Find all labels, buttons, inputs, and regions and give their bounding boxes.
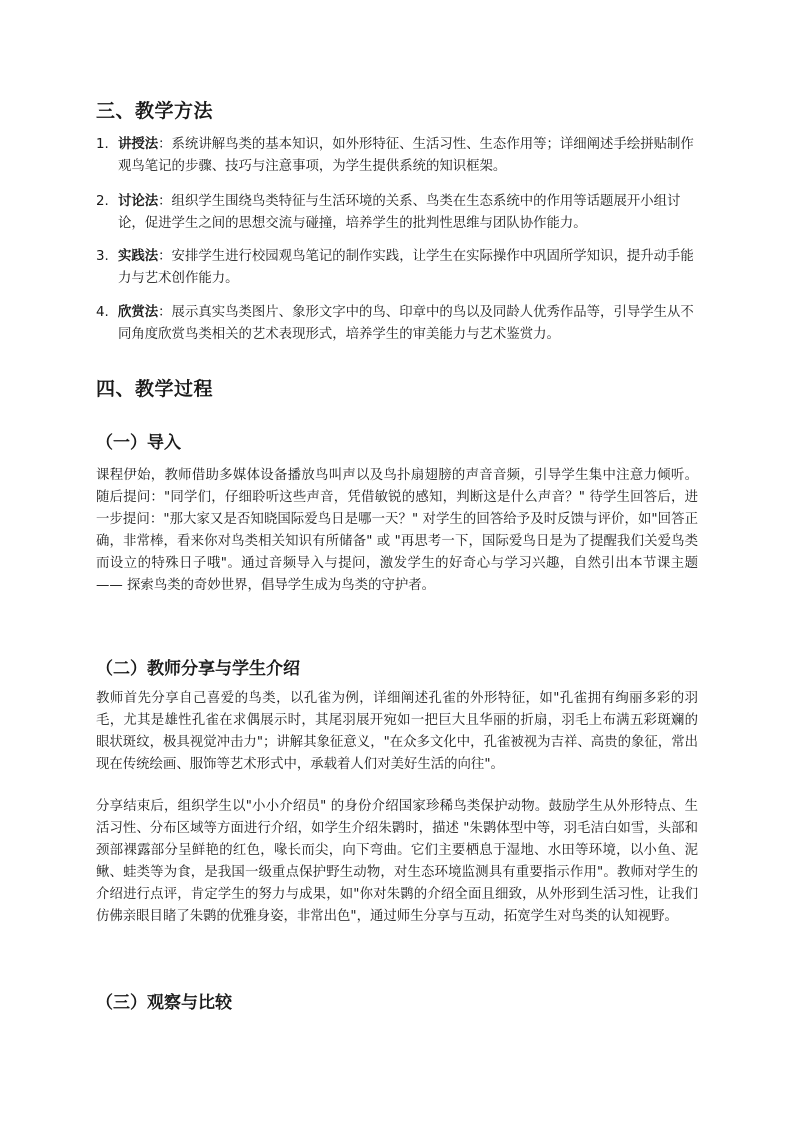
subsection-heading-observation: （三）观察与比较: [96, 993, 232, 1013]
paragraph-teacher-sharing: 教师首先分享自己喜爱的鸟类，以孔雀为例，详细阐述孔雀的外形特征，如"孔雀拥有绚丽多彩的羽毛，尤其是雄性孔雀在求偶展示时，其尾羽展开宛如一把巨大且华丽的折扇，羽毛上布满五彩斑斓的眼状斑纹，极具视觉冲击力"；讲解其象征意义，"在众多文化中，孔雀被视为吉祥、高贵的象征，常出现在传统绘画、服饰等艺术形式中，承载着人们对美好生活的向往"。: [96, 691, 698, 772]
list-item-appreciation: [96, 302, 698, 346]
list-text: ：展示真实鸟类图片、象形文字中的鸟、印章中的鸟以及同龄人优秀作品等，引导学生从不同角度欣赏鸟类相关的艺术表现形式，培养学生的审美能力与艺术鉴赏力。: [118, 305, 694, 342]
list-number: 2.: [96, 194, 109, 209]
paragraph-introduction: 课程伊始，教师借助多媒体设备播放鸟叫声以及鸟扑扇翅膀的声音音频，引导学生集中注意力倾听。随后提问："同学们，仔细聆听这些声音，凭借敏锐的感知，判断这是什么声音？" 待学生回答后，进一步提问："那大家又是否知晓国际爱鸟日是哪一天？" 对学生的回答给予及时反馈与评价，如"回答正确，非常棒，看来你对鸟类相关知识有所储备" 或 "再思考一下，国际爱鸟日是为了提醒我们关爱鸟类而设立的特殊日子哦"。通过音频导入与提问，激发学生的好奇心与学习兴趣，自然引出本节课主题 —— 探索鸟类的奇妙世界，倡导学生成为鸟类的守护者。: [96, 468, 698, 593]
list-number: 3.: [96, 249, 109, 264]
list-text: ：安排学生进行校园观鸟笔记的制作实践，让学生在实际操作中巩固所学知识，提升动手能力与艺术创作能力。: [118, 249, 694, 286]
subsection-heading-introduction: （一）导入: [96, 433, 181, 453]
list-term: 欣赏法: [118, 305, 159, 320]
list-term: 实践法: [118, 249, 159, 264]
list-text: ：系统讲解鸟类的基本知识，如外形特征、生活习性、生态作用等；详细阐述手绘拼贴制作观鸟笔记的步骤、技巧与注意事项，为学生提供系统的知识框架。: [118, 137, 694, 174]
subsection-heading-sharing: （二）教师分享与学生介绍: [96, 659, 300, 679]
list-item-practice: [96, 246, 698, 290]
list-text: ：组织学生围绕鸟类特征与生活环境的关系、鸟类在生态系统中的作用等话题展开小组讨论，促进学生之间的思想交流与碰撞，培养学生的批判性思维与团队协作能力。: [118, 194, 681, 231]
list-number: 4.: [96, 305, 109, 320]
list-number: 1.: [96, 137, 109, 152]
list-term: 讲授法: [118, 137, 159, 152]
list-item-discussion: [96, 191, 698, 235]
section-heading-teaching-process: 四、教学过程: [96, 378, 214, 400]
list-term: 讨论法: [118, 194, 159, 209]
section-heading-teaching-methods: 三、教学方法: [96, 100, 214, 122]
paragraph-student-intro: 分享结束后，组织学生以"小小介绍员" 的身份介绍国家珍稀鸟类保护动物。鼓励学生从外形特点、生活习性、分布区域等方面进行介绍，如学生介绍朱鹮时，描述 "朱鹮体型中等，羽毛洁白如雪，头部和颈部裸露部分呈鲜艳的红色，喙长而尖，向下弯曲。它们主要栖息于湿地、水田等环境，以小鱼、泥鳅、蛙类等为食，是我国一级重点保护野生动物，对生态环境监测具有重要指示作用"。教师对学生的介绍进行点评，肯定学生的努力与成果，如"你对朱鹮的介绍全面且细致，从外形到生活习性，让我们仿佛亲眼目睹了朱鹮的优雅身姿，非常出色"，通过师生分享与互动，拓宽学生对鸟类的认知视野。: [96, 799, 698, 924]
list-item-lecture: [96, 134, 698, 178]
